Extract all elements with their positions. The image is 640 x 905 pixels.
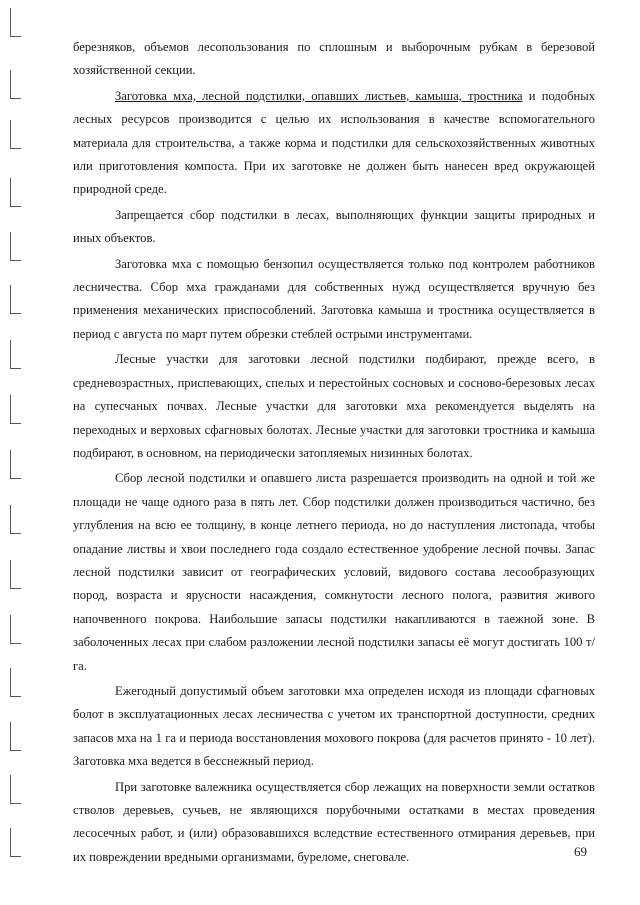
page-number: 69 bbox=[574, 844, 587, 859]
binding-mark bbox=[10, 450, 21, 479]
binding-mark bbox=[10, 232, 21, 261]
paragraph: березняков, объемов лесопользования по сплошным и выборочным рубкам в березовой хозяйственной секции. bbox=[73, 40, 595, 78]
binding-mark bbox=[10, 120, 21, 149]
paragraph: Лесные участки для заготовки лесной подстилки подбирают, прежде всего, в средневозрастных, приспевающих, спелых и перестойных сосновых и сосново-березовых лесах на супесчаных почвах. Лесные участки для заготовки мха рекомендуется выделять на переходных и верховых сфагновых болотах. Лесные участки для заготовки тростника и камыша подбирают, в основном, на периодически затопляемых низинных болотах. bbox=[73, 352, 595, 460]
binding-mark bbox=[10, 722, 21, 751]
paragraph bbox=[73, 85, 595, 202]
binding-mark bbox=[10, 70, 21, 99]
binding-mark bbox=[10, 668, 21, 697]
paragraph: При заготовке валежника осуществляется сбор лежащих на поверхности земли остатков стволов деревьев, сучьев, не являющихся порубочными остатками в местах проведения лесосечных работ, и (или) образовавшихся вследствие естественного отмирания деревьев, при их повреждении вредными организмами, буреломе, снеговале. bbox=[73, 779, 595, 864]
binding-mark bbox=[10, 340, 21, 369]
paragraph: Запрещается сбор подстилки в лесах, выполняющих функции защиты природных и иных объектов. bbox=[73, 207, 595, 246]
binding-mark bbox=[10, 8, 21, 37]
binding-mark bbox=[10, 505, 21, 534]
binding-margin bbox=[0, 0, 30, 905]
paragraph: Заготовка мха с помощью бензопил осуществляется только под контролем работников лесничества. Сбор мха гражданами для собственных нужд осуществляется вручную без применения механических приспособлений. Заготовка камыша и тростника осуществляется в период с августа по март путем обрезки стеблей острыми инструментами. bbox=[73, 256, 595, 341]
binding-mark bbox=[10, 615, 21, 644]
binding-mark bbox=[10, 560, 21, 589]
binding-mark bbox=[10, 395, 21, 424]
paragraph-text: и подобных лесных ресурсов производится с целью их использования в качестве вспомогательного материала для строительства, а также корма и подстилки для сельскохозяйственных животных или приготовления компоста. При их заготовке не должен быть нанесен вред окружающей природной среде. bbox=[73, 88, 595, 197]
paragraph: Ежегодный допустимый объем заготовки мха определен исходя из площади сфагновых болот в эксплуатационных лесах лесничества с учетом их транспортной доступности, средних запасов мха на 1 га и периода восстановления мохового покрова (для расчетов принято - 10 лет). Заготовка мха ведется в бесснежный период. bbox=[73, 683, 595, 769]
paragraph: Сбор лесной подстилки и опавшего листа разрешается производить на одной и той же площади не чаще одного раза в пять лет. Сбор подстилки должен производиться частично, без углубления на всю ее толщину, в конце летнего периода, но до наступления листопада, чтобы опадание листвы и хвои последнего года создало естественное удобрение лесной почвы. Запас лесной подстилки зависит от географических условий, видового состава лесообразующих пород, возраста и ярусности насаждения, сомкнутости лесного полога, развития живого напочвенного покрова. Наибольшие запасы подстилки накапливаются в таежной зоне. В заболоченных лесах при слабом разложении лесной подстилки запасы её могут достигать 100 т/га. bbox=[73, 471, 595, 673]
binding-mark bbox=[10, 775, 21, 804]
document-page bbox=[73, 36, 595, 869]
underlined-heading-text: Заготовка мха, лесной подстилки, опавших листьев, камыша, тростника bbox=[115, 88, 523, 103]
binding-mark bbox=[10, 178, 21, 207]
binding-mark bbox=[10, 828, 21, 857]
binding-mark bbox=[10, 285, 21, 314]
